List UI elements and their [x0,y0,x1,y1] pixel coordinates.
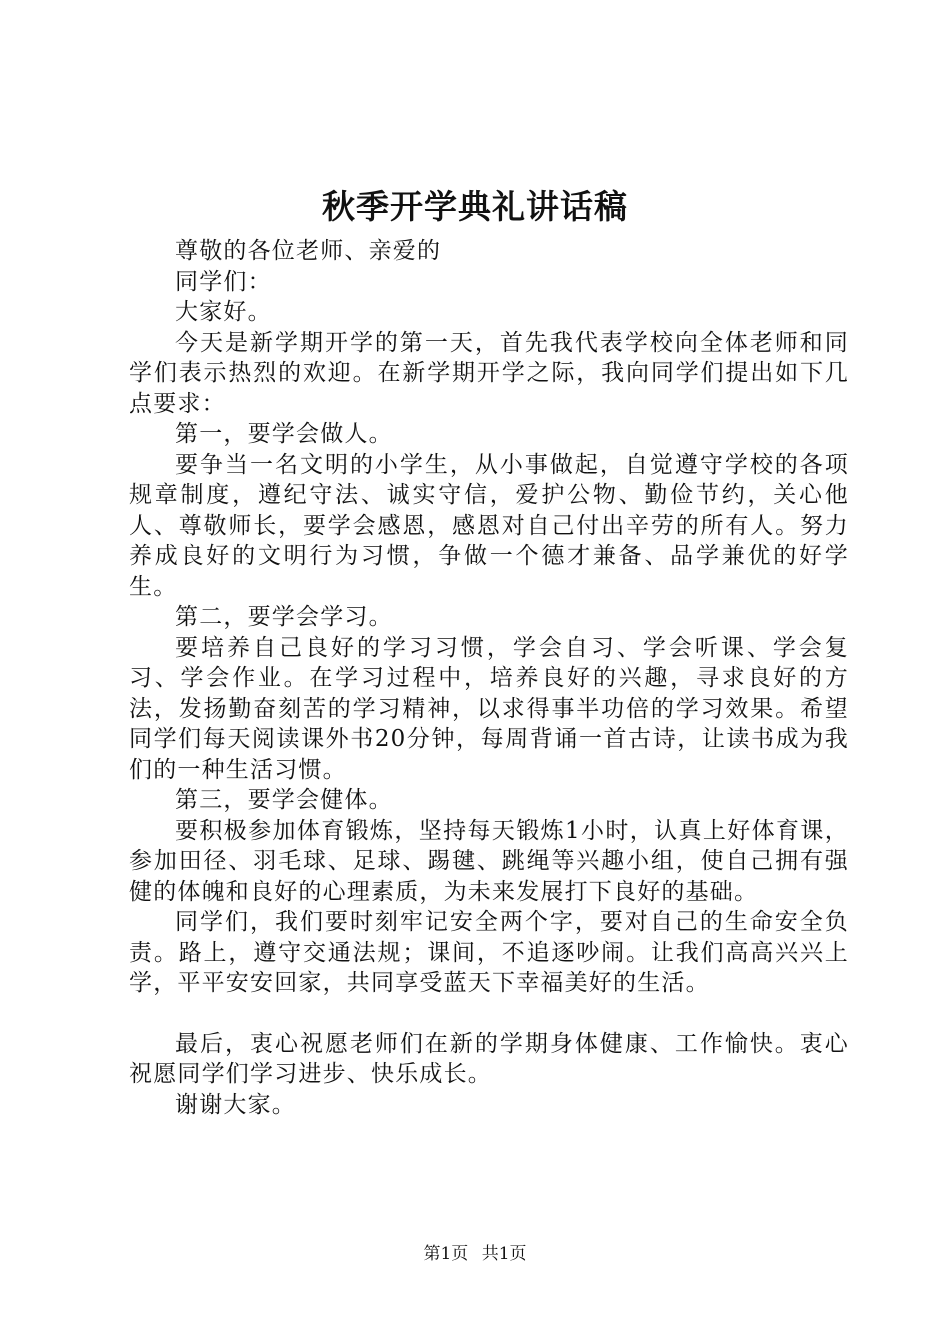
greeting: 大家好。 [175,299,272,325]
point-three-paragraph: 要积极参加体育锻炼，坚持每天锻炼1小时，认真上好体育课，参加田径、羽毛球、足球、踢毽、跳绳等兴趣小组，使自己拥有强健的体魄和良好的心理素质，为未来发展打下良好的基础。 [129,817,849,905]
thanks-line: 谢谢大家。 [175,1091,296,1118]
page-total: 共1页 [481,1244,527,1264]
point-two-heading: 第二，要学会学习。 [175,604,393,630]
point-one-paragraph: 要争当一名文明的小学生，从小事做起，自觉遵守学校的各项规章制度，遵纪守法、诚实守信，爱护公物、勤俭节约，关心他人、尊敬师长，要学会感恩，感恩对自己付出辛劳的所有人。努力养成良好的文明行为习惯，争做一个德才兼备、品学兼优的好学生。 [129,451,849,600]
point-two-paragraph: 要培养自己良好的学习习惯，学会自习、学会听课、学会复习、学会作业。在学习过程中，培养良好的兴趣，寻求良好的方法，发扬勤奋刻苦的学习精神，以求得事半功倍的学习效果。希望同学们每天阅读课外书20分钟，每周背诵一首古诗，让读书成为我们的一种生活习惯。 [129,634,849,783]
salutation-line-2: 同学们： [175,268,272,295]
page-footer [0,1242,950,1266]
point-three-heading: 第三，要学会健体。 [175,787,393,813]
intro-paragraph: 今天是新学期开学的第一天，首先我代表学校向全体老师和同学们表示热烈的欢迎。在新学期开学之际，我向同学们提出如下几点要求： [129,329,849,417]
point-one-heading: 第一，要学会做人。 [175,421,393,447]
closing-wishes-paragraph: 最后，衷心祝愿老师们在新的学期身体健康、工作愉快。衷心祝愿同学们学习进步、快乐成长。 [129,1030,849,1087]
page-number: 第1页 [423,1244,469,1264]
document-body [129,236,849,1120]
salutation-line-1: 尊敬的各位老师、亲爱的 [175,238,442,264]
safety-paragraph: 同学们，我们要时刻牢记安全两个字，要对自己的生命安全负责。路上，遵守交通法规；课间，不追逐吵闹。让我们高高兴兴上学，平平安安回家，共同享受蓝天下幸福美好的生活。 [129,909,849,996]
document-title: 秋季开学典礼讲话稿 [322,187,628,226]
